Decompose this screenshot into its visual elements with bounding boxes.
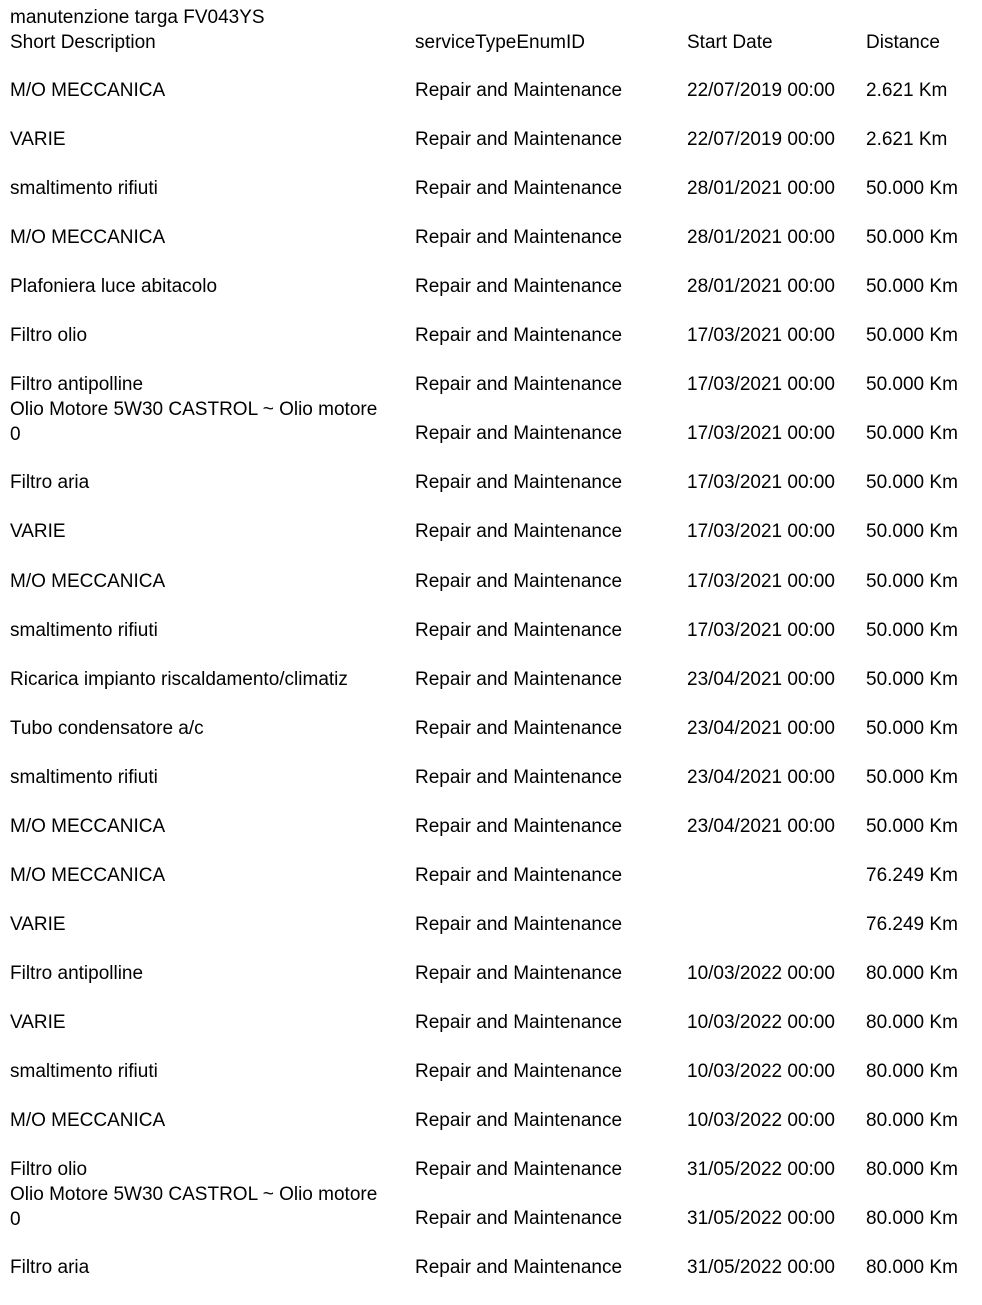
- service-type-cell: Repair and Maintenance: [415, 963, 623, 984]
- distance-cell: 50.000 Km: [866, 178, 958, 199]
- short-description-cell: Ricarica impianto riscaldamento/climatiz: [10, 669, 348, 690]
- distance-cell: 50.000 Km: [866, 276, 958, 297]
- table-row: [0, 177, 982, 226]
- short-description-cell: Filtro antipolline: [10, 963, 144, 984]
- short-description-cell: Olio Motore 5W30 CASTROL ~ Olio motore 0: [10, 1184, 378, 1230]
- short-description-cell: Olio Motore 5W30 CASTROL ~ Olio motore 0: [10, 399, 378, 445]
- service-type-cell: Repair and Maintenance: [415, 1110, 623, 1131]
- distance-cell: 50.000 Km: [866, 325, 958, 346]
- document-title: manutenzione targa FV043YS: [10, 7, 265, 28]
- short-description-cell: M/O MECCANICA: [10, 865, 166, 886]
- start-date-cell: 31/05/2022 00:00: [687, 1159, 835, 1180]
- distance-cell: 50.000 Km: [866, 571, 958, 592]
- distance-cell: 80.000 Km: [866, 1061, 958, 1082]
- short-description-cell: Filtro antipolline: [10, 374, 144, 395]
- start-date-cell: 17/03/2021 00:00: [687, 472, 835, 493]
- start-date-cell: 17/03/2021 00:00: [687, 620, 835, 641]
- service-type-cell: Repair and Maintenance: [415, 472, 623, 493]
- start-date-cell: 31/05/2022 00:00: [687, 1257, 835, 1278]
- short-description-cell: Filtro olio: [10, 325, 88, 346]
- table-row: [0, 766, 982, 815]
- distance-cell: 80.000 Km: [866, 1257, 958, 1278]
- short-description-cell: smaltimento rifiuti: [10, 620, 158, 641]
- short-description-cell: VARIE: [10, 914, 66, 935]
- service-type-cell: Repair and Maintenance: [415, 1061, 623, 1082]
- table-row: [0, 399, 982, 471]
- distance-cell: 80.000 Km: [866, 1110, 958, 1131]
- service-type-cell: Repair and Maintenance: [415, 374, 623, 395]
- header-short-description: Short Description: [10, 32, 156, 53]
- distance-cell: 50.000 Km: [866, 767, 958, 788]
- service-type-cell: Repair and Maintenance: [415, 276, 623, 297]
- distance-cell: 50.000 Km: [866, 423, 958, 444]
- service-type-cell: Repair and Maintenance: [415, 521, 623, 542]
- short-description-cell: M/O MECCANICA: [10, 816, 166, 837]
- start-date-cell: 28/01/2021 00:00: [687, 276, 835, 297]
- service-type-cell: Repair and Maintenance: [415, 1208, 623, 1229]
- table-row: [0, 815, 982, 864]
- distance-cell: 50.000 Km: [866, 472, 958, 493]
- start-date-cell: 10/03/2022 00:00: [687, 1110, 835, 1131]
- short-description-cell: smaltimento rifiuti: [10, 767, 158, 788]
- distance-cell: 2.621 Km: [866, 80, 948, 101]
- short-description-cell: smaltimento rifiuti: [10, 178, 158, 199]
- service-type-cell: Repair and Maintenance: [415, 816, 623, 837]
- distance-cell: 50.000 Km: [866, 816, 958, 837]
- short-description-cell: M/O MECCANICA: [10, 571, 166, 592]
- start-date-cell: 23/04/2021 00:00: [687, 816, 835, 837]
- start-date-cell: 17/03/2021 00:00: [687, 325, 835, 346]
- start-date-cell: 10/03/2022 00:00: [687, 1012, 835, 1033]
- start-date-cell: 31/05/2022 00:00: [687, 1208, 835, 1229]
- table-row: [0, 619, 982, 668]
- table-row: [0, 1256, 982, 1305]
- table-row: [0, 275, 982, 324]
- distance-cell: 80.000 Km: [866, 1159, 958, 1180]
- short-description-cell: smaltimento rifiuti: [10, 1061, 158, 1082]
- distance-cell: 80.000 Km: [866, 963, 958, 984]
- service-type-cell: Repair and Maintenance: [415, 669, 623, 690]
- distance-cell: 50.000 Km: [866, 227, 958, 248]
- distance-cell: 76.249 Km: [866, 865, 958, 886]
- service-type-cell: Repair and Maintenance: [415, 1012, 623, 1033]
- short-description-cell: Filtro aria: [10, 472, 90, 493]
- header-start-date: Start Date: [687, 32, 773, 53]
- table-row: [0, 520, 982, 569]
- table-row: [0, 864, 982, 913]
- start-date-cell: 10/03/2022 00:00: [687, 1061, 835, 1082]
- short-description-cell: VARIE: [10, 521, 66, 542]
- service-type-cell: Repair and Maintenance: [415, 914, 623, 935]
- short-description-cell: Plafoniera luce abitacolo: [10, 276, 218, 297]
- service-type-cell: Repair and Maintenance: [415, 227, 623, 248]
- service-type-cell: Repair and Maintenance: [415, 1257, 623, 1278]
- short-description-cell: VARIE: [10, 1012, 66, 1033]
- short-description-cell: M/O MECCANICA: [10, 1110, 166, 1131]
- start-date-cell: 23/04/2021 00:00: [687, 718, 835, 739]
- distance-cell: 2.621 Km: [866, 129, 948, 150]
- table-row: [0, 913, 982, 962]
- start-date-cell: 23/04/2021 00:00: [687, 767, 835, 788]
- start-date-cell: 17/03/2021 00:00: [687, 571, 835, 592]
- start-date-cell: 17/03/2021 00:00: [687, 521, 835, 542]
- distance-cell: 50.000 Km: [866, 374, 958, 395]
- table-row: [0, 1184, 982, 1256]
- short-description-cell: M/O MECCANICA: [10, 227, 166, 248]
- header-distance: Distance: [866, 32, 940, 53]
- table-row: [0, 128, 982, 177]
- service-type-cell: Repair and Maintenance: [415, 80, 623, 101]
- table-row: [0, 1011, 982, 1060]
- start-date-cell: 10/03/2022 00:00: [687, 963, 835, 984]
- service-type-cell: Repair and Maintenance: [415, 718, 623, 739]
- table-row: [0, 471, 982, 520]
- table-row: [0, 962, 982, 1011]
- start-date-cell: 17/03/2021 00:00: [687, 374, 835, 395]
- table-row: [0, 1060, 982, 1109]
- service-type-cell: Repair and Maintenance: [415, 1159, 623, 1180]
- distance-cell: 50.000 Km: [866, 718, 958, 739]
- service-type-cell: Repair and Maintenance: [415, 767, 623, 788]
- table-row: [0, 717, 982, 766]
- table-row: [0, 570, 982, 619]
- distance-cell: 76.249 Km: [866, 914, 958, 935]
- short-description-cell: Filtro aria: [10, 1257, 90, 1278]
- start-date-cell: 22/07/2019 00:00: [687, 80, 835, 101]
- table-row: [0, 79, 982, 128]
- service-type-cell: Repair and Maintenance: [415, 865, 623, 886]
- short-description-cell: Filtro olio: [10, 1159, 88, 1180]
- distance-cell: 80.000 Km: [866, 1012, 958, 1033]
- short-description-cell: Tubo condensatore a/c: [10, 718, 204, 739]
- service-type-cell: Repair and Maintenance: [415, 620, 623, 641]
- distance-cell: 50.000 Km: [866, 521, 958, 542]
- service-type-cell: Repair and Maintenance: [415, 325, 623, 346]
- start-date-cell: 28/01/2021 00:00: [687, 227, 835, 248]
- distance-cell: 50.000 Km: [866, 669, 958, 690]
- short-description-cell: VARIE: [10, 129, 66, 150]
- table-row: [0, 226, 982, 275]
- start-date-cell: 23/04/2021 00:00: [687, 669, 835, 690]
- short-description-cell: M/O MECCANICA: [10, 80, 166, 101]
- service-type-cell: Repair and Maintenance: [415, 178, 623, 199]
- table-row: [0, 1109, 982, 1158]
- start-date-cell: 28/01/2021 00:00: [687, 178, 835, 199]
- service-type-cell: Repair and Maintenance: [415, 571, 623, 592]
- header-service-type: serviceTypeEnumID: [415, 32, 586, 53]
- table-row: [0, 668, 982, 717]
- start-date-cell: 22/07/2019 00:00: [687, 129, 835, 150]
- table-row: [0, 324, 982, 373]
- distance-cell: 80.000 Km: [866, 1208, 958, 1229]
- service-type-cell: Repair and Maintenance: [415, 129, 623, 150]
- start-date-cell: 17/03/2021 00:00: [687, 423, 835, 444]
- service-type-cell: Repair and Maintenance: [415, 423, 623, 444]
- distance-cell: 50.000 Km: [866, 620, 958, 641]
